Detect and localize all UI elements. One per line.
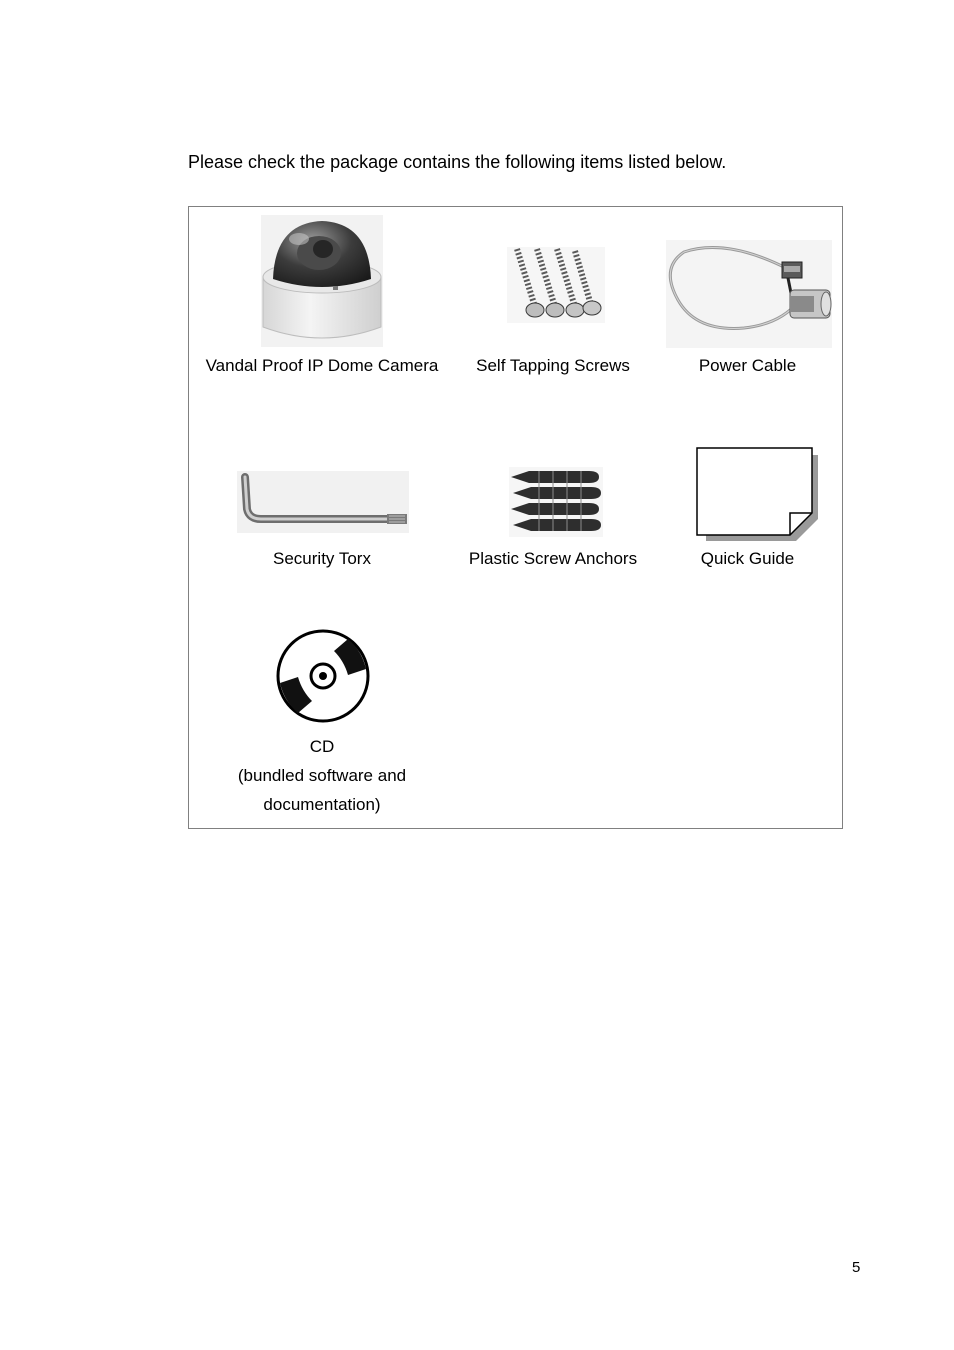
package-contents-box bbox=[188, 206, 843, 829]
power-cable-image bbox=[666, 240, 832, 348]
intro-text: Please check the package contains the following items listed below. bbox=[188, 152, 727, 172]
quick-guide-icon bbox=[696, 447, 824, 543]
item-label-cd-line-1: CD bbox=[309, 737, 335, 756]
item-label-quick-guide: Quick Guide bbox=[700, 549, 795, 568]
dome-camera-image bbox=[261, 215, 383, 347]
screws-image bbox=[507, 247, 605, 323]
cd-icon bbox=[276, 629, 370, 723]
item-label-anchors: Plastic Screw Anchors bbox=[468, 549, 638, 568]
screw-anchors-image bbox=[509, 467, 603, 537]
item-label-camera: Vandal Proof IP Dome Camera bbox=[205, 356, 439, 375]
item-label-torx: Security Torx bbox=[273, 549, 371, 568]
page-number: 5 bbox=[852, 1259, 861, 1276]
item-label-cd-line-3: documentation) bbox=[263, 795, 381, 814]
item-label-screws: Self Tapping Screws bbox=[476, 356, 630, 375]
item-label-power-cable: Power Cable bbox=[698, 356, 797, 375]
torx-wrench-image bbox=[237, 471, 409, 533]
item-label-cd bbox=[189, 732, 455, 819]
item-label-cd-line-2: (bundled software and bbox=[237, 766, 407, 785]
